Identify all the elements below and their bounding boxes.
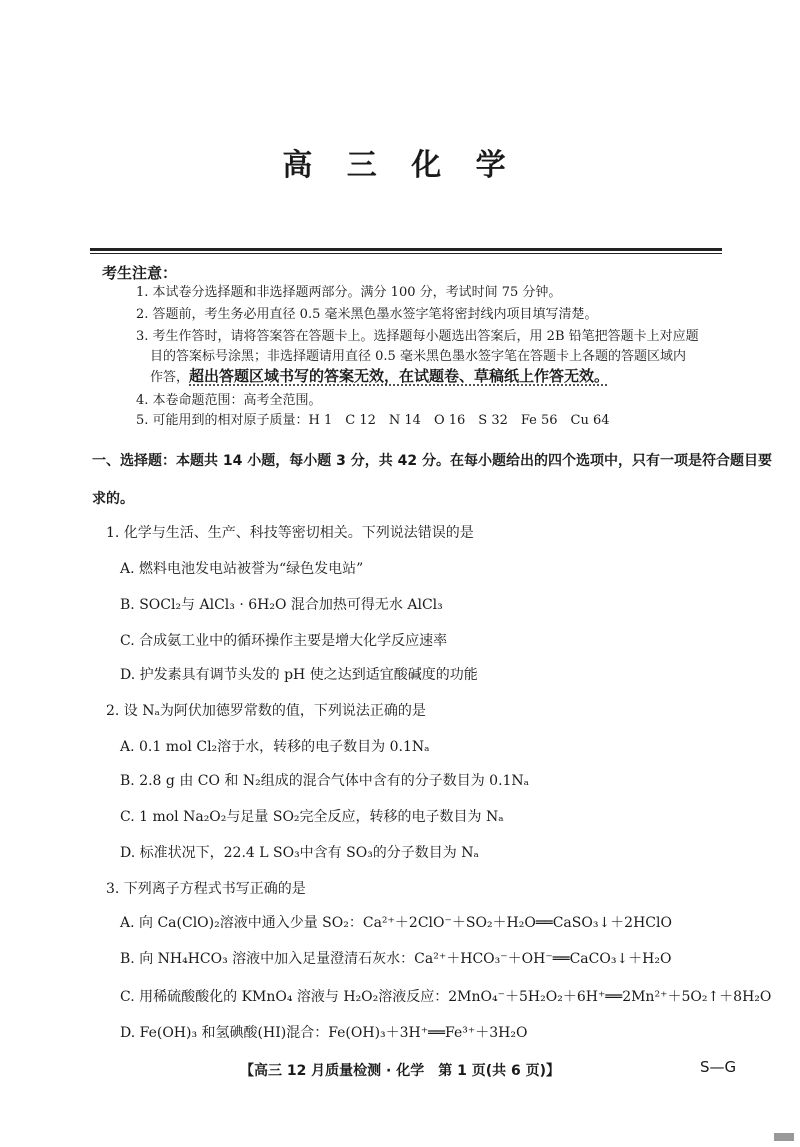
question-1-stem: 1. 化学与生活、生产、科技等密切相关。下列说法错误的是 [106,525,474,541]
question-3-option-a: A. 向 Ca(ClO)₂溶液中通入少量 SO₂：Ca²⁺＋2ClO⁻＋SO₂＋H₂O══CaSO₃↓＋2HClO [120,915,672,931]
notice-item-3-prefix: 作答， [150,370,190,385]
divider-thin [90,253,722,254]
question-3-option-d: D. Fe(OH)₃ 和氢碘酸(HI)混合：Fe(OH)₃＋3H⁺══Fe³⁺＋3H₂O [120,1025,528,1041]
notice-item-5: 5. 可能用到的相对原子质量：H 1 C 12 N 14 O 16 S 32 Fe 56 Cu 64 [136,413,610,428]
notice-item-3: 3. 考生作答时，请将答案答在答题卡上。选择题每小题选出答案后，用 2B 铅笔把答题卡上对应题 [136,329,699,344]
divider-thick [90,248,722,251]
notice-emphasis: 超出答题区域书写的答案无效，在试题卷、草稿纸上作答无效。 [189,367,610,385]
page-footer: 【高三 12 月质量检测 · 化学 第 1 页(共 6 页)】 [239,1063,561,1079]
notice-heading: 考生注意： [102,264,178,282]
question-3-stem: 3. 下列离子方程式书写正确的是 [106,881,306,897]
question-3-option-c: C. 用稀硫酸酸化的 KMnO₄ 溶液与 H₂O₂溶液反应：2MnO₄⁻＋5H₂O₂＋6H⁺══2Mn²⁺＋5O₂↑＋8H₂O [120,989,772,1005]
question-1-option-d: D. 护发素具有调节头发的 pH 使之达到适宜酸碱度的功能 [120,667,478,683]
question-2-option-a: A. 0.1 mol Cl₂溶于水，转移的电子数目为 0.1Nₐ [120,739,430,755]
notice-item-4: 4. 本卷命题范围：高考全范围。 [136,393,322,408]
question-1-option-b: B. SOCl₂与 AlCl₃ · 6H₂O 混合加热可得无水 AlCl₃ [120,597,443,613]
question-2-stem: 2. 设 Nₐ为阿伏加德罗常数的值，下列说法正确的是 [106,703,426,719]
question-1-option-a: A. 燃料电池发电站被誉为“绿色发电站” [120,561,364,577]
notice-item-1: 1. 本试卷分选择题和非选择题两部分。满分 100 分，考试时间 75 分钟。 [136,285,562,300]
question-2-option-d: D. 标准状况下，22.4 L SO₃中含有 SO₃的分子数目为 Nₐ [120,845,479,861]
notice-item-2: 2. 答题前，考生务必用直径 0.5 毫米黑色墨水签字笔将密封线内项目填写清楚。 [136,307,598,322]
page-title: 高 三 化 学 [282,148,518,183]
question-3-option-b: B. 向 NH₄HCO₃ 溶液中加入足量澄清石灰水：Ca²⁺＋HCO₃⁻＋OH⁻══CaCO₃↓＋H₂O [120,951,672,967]
notice-item-3-line3 [150,367,609,387]
watermark-stamp [774,1133,794,1141]
question-2-option-c: C. 1 mol Na₂O₂与足量 SO₂完全反应，转移的电子数目为 Nₐ [120,809,504,825]
section-heading-line1: 一、选择题：本题共 14 小题，每小题 3 分，共 42 分。在每小题给出的四个选项中，只有一项是符合题目要 [92,453,772,469]
question-2-option-b: B. 2.8 g 由 CO 和 N₂组成的混合气体中含有的分子数目为 0.1Nₐ [120,773,530,789]
notice-item-3-line2: 目的答案标号涂黑；非选择题请用直径 0.5 毫米黑色墨水签字笔在答题卡上各题的答题区域内 [150,349,686,364]
question-1-option-c: C. 合成氨工业中的循环操作主要是增大化学反应速率 [120,633,448,649]
section-heading-line2: 求的。 [92,491,134,507]
paper-code: S—G [700,1058,737,1076]
